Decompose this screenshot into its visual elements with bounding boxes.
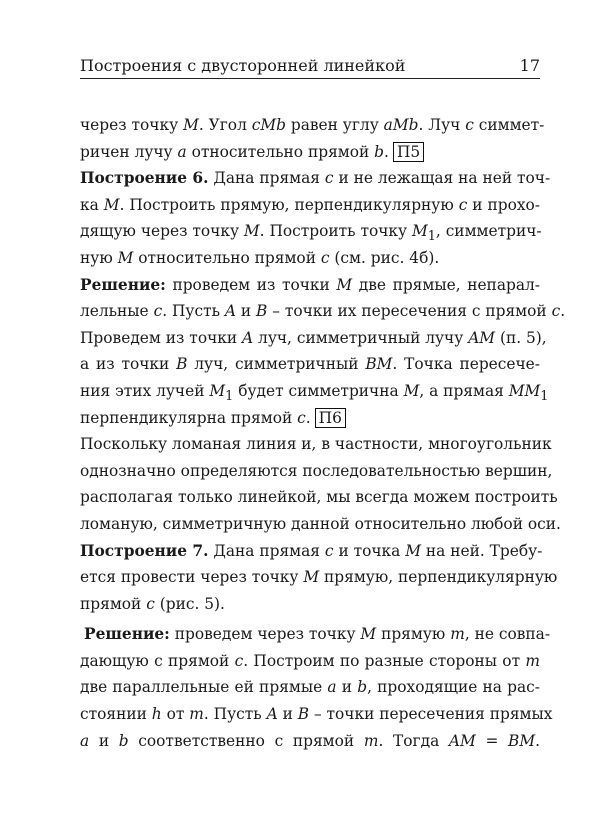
text-segment: ния этих лучей — [80, 381, 210, 400]
text-line — [80, 458, 553, 485]
math-symbol: AM — [448, 731, 476, 750]
text-segment: – точки их пересечения с прямой — [267, 302, 552, 321]
text-line — [80, 405, 540, 432]
math-symbol: cMb — [251, 116, 286, 134]
end-mark-box: П6 — [315, 408, 346, 428]
math-symbol: c — [153, 302, 163, 321]
text-segment: . Построить прямую, перпендикулярную — [119, 195, 459, 214]
text-segment: Поскольку ломаная линия и, в частности, многоугольник — [80, 435, 552, 454]
math-symbol: h — [151, 705, 162, 724]
math-symbol: b — [357, 678, 368, 697]
subscript: 1 — [427, 229, 436, 245]
bold-heading: Решение: — [84, 625, 170, 644]
text-segment: соответственно с прямой — [128, 731, 364, 750]
math-symbol: c — [234, 651, 244, 670]
math-symbol: aMb — [383, 116, 419, 134]
text-segment: (см. рис. 4б). — [329, 248, 440, 267]
text-segment: и — [235, 302, 257, 321]
text-segment: и — [336, 678, 358, 697]
math-symbol: M — [209, 381, 226, 400]
text-segment: . — [560, 302, 566, 321]
text-segment: дающую с прямой — [80, 651, 235, 670]
math-symbol: M — [336, 275, 353, 294]
math-symbol: c — [551, 302, 561, 321]
text-segment: , симметрич- — [435, 222, 542, 241]
math-symbol: a — [80, 731, 90, 750]
text-line — [80, 648, 540, 675]
text-segment: и прохо- — [467, 195, 541, 214]
text-segment: симмет- — [473, 116, 545, 134]
text-segment: Проведем из точки — [80, 328, 243, 347]
math-symbol: MM — [508, 381, 541, 400]
text-segment: . Построить точку — [259, 222, 412, 241]
text-segment: относительно прямой — [133, 248, 321, 267]
text-line — [80, 298, 566, 325]
text-segment: прямой — [80, 594, 147, 613]
math-symbol: m — [189, 705, 204, 724]
math-symbol: A — [242, 328, 254, 347]
text-segment: располагая только линейкой, мы всегда можем построить — [80, 488, 558, 507]
text-line — [80, 621, 551, 648]
text-segment: дящую через точку — [80, 222, 244, 241]
text-segment: Дана прямая — [208, 169, 325, 188]
math-symbol: M — [303, 568, 320, 587]
math-symbol: c — [297, 408, 306, 427]
math-symbol: m — [450, 625, 465, 644]
text-segment: . Тогда — [378, 731, 449, 750]
text-segment: (п. 5), — [495, 328, 547, 347]
math-symbol: M — [103, 195, 120, 214]
math-symbol: M — [403, 381, 420, 400]
math-symbol: M — [360, 625, 377, 644]
text-segment: . — [305, 408, 311, 427]
text-segment: и точка — [333, 541, 406, 560]
text-segment: ка — [80, 195, 104, 214]
text-segment: проведем из точки — [165, 275, 337, 294]
text-line — [80, 674, 540, 701]
text-segment: , а прямая — [419, 381, 509, 400]
text-segment: на ней. Требу- — [421, 541, 543, 560]
text-segment: и — [89, 731, 119, 750]
text-segment: однозначно определяются последовательностью вершин, — [80, 461, 553, 480]
math-symbol: BM — [365, 355, 393, 374]
text-segment: прямую — [376, 625, 451, 644]
text-line — [80, 728, 540, 755]
math-symbol: c — [324, 541, 334, 560]
text-line — [80, 511, 561, 538]
math-symbol: B — [176, 355, 188, 374]
text-segment: перпендикулярна прямой — [80, 408, 298, 427]
math-symbol: b — [118, 731, 129, 750]
math-symbol: c — [324, 169, 334, 188]
end-mark-box: П5 — [393, 142, 424, 162]
text-segment: а из точки — [80, 355, 177, 374]
text-segment: . Угол — [198, 116, 252, 134]
text-line — [80, 351, 540, 378]
text-line — [80, 701, 553, 728]
bold-heading: Построение 6. — [80, 169, 209, 188]
text-segment: будет симметрична — [233, 381, 404, 400]
page-number: 17 — [519, 56, 540, 75]
math-symbol: a — [327, 678, 337, 697]
text-segment: – точки пересечения прямых — [309, 705, 553, 724]
math-symbol: B — [256, 302, 268, 321]
text-line — [80, 139, 540, 166]
text-line — [80, 218, 540, 245]
math-symbol: M — [411, 222, 428, 241]
math-symbol: M — [243, 222, 260, 241]
math-symbol: AM — [468, 328, 496, 347]
math-symbol: M — [117, 248, 134, 267]
text-line — [80, 245, 540, 272]
text-segment: ется провести через точку — [80, 568, 304, 587]
text-segment: . — [535, 731, 540, 750]
subscript: 1 — [540, 389, 549, 405]
math-symbol: m — [363, 731, 379, 750]
math-symbol: b — [374, 142, 385, 161]
text-line — [80, 325, 547, 352]
text-segment: ную — [80, 248, 118, 267]
running-header — [80, 54, 540, 79]
text-line — [80, 112, 545, 139]
text-segment: . Пусть — [203, 705, 267, 724]
text-segment: равен углу — [285, 116, 384, 134]
bold-heading: Решение: — [80, 275, 166, 294]
text-line — [80, 431, 552, 458]
math-symbol: A — [224, 302, 236, 321]
bold-heading: Построение 7. — [80, 541, 209, 560]
text-segment: луч, симметричный — [187, 355, 366, 374]
text-segment: стоянии — [80, 705, 152, 724]
math-symbol: c — [320, 248, 330, 267]
text-segment: , проходящие на рас- — [367, 678, 541, 697]
math-symbol: BM — [508, 731, 536, 750]
text-segment: две параллельные ей прямые — [80, 678, 328, 697]
page-body — [80, 112, 566, 754]
text-segment: лельные — [80, 302, 154, 321]
text-segment: ричен лучу — [80, 142, 178, 161]
text-segment: проведем через точку — [169, 625, 361, 644]
text-segment: Дана прямая — [208, 541, 325, 560]
text-segment: луч, симметричный лучу — [253, 328, 469, 347]
math-symbol: m — [525, 651, 540, 670]
text-segment: ломаную, симметричную данной относительно любой оси. — [80, 514, 561, 533]
text-line — [80, 165, 551, 192]
math-symbol: M — [405, 541, 421, 560]
math-symbol: a — [177, 142, 187, 161]
text-segment: относительно прямой — [186, 142, 375, 161]
text-line — [80, 564, 558, 591]
text-segment: . Луч — [418, 116, 466, 134]
text-segment: . — [384, 142, 389, 161]
text-segment: (рис. 5). — [154, 594, 225, 613]
text-segment: прямую, перпендикулярную — [319, 568, 558, 587]
text-line — [80, 378, 549, 405]
math-symbol: c — [458, 195, 468, 214]
text-segment: и — [277, 705, 298, 724]
text-line — [80, 484, 558, 511]
text-segment: и не лежащая на ней точ- — [333, 169, 551, 188]
text-segment: . Пусть — [162, 302, 225, 321]
text-line — [80, 538, 543, 565]
subscript: 1 — [225, 389, 234, 405]
text-line — [80, 192, 540, 219]
text-segment: . Точка пересече- — [392, 355, 540, 374]
text-segment: = — [475, 731, 509, 750]
text-segment: от — [161, 705, 190, 724]
text-segment: две прямые, непарал- — [352, 275, 540, 294]
math-symbol: A — [266, 705, 278, 724]
text-line — [80, 272, 540, 299]
math-symbol: c — [146, 594, 155, 613]
chapter-title: Построения с двусторонней линейкой — [80, 56, 406, 75]
text-segment: . Построим по разные стороны от — [243, 651, 526, 670]
math-symbol: B — [297, 705, 310, 724]
text-line — [80, 591, 540, 618]
text-segment: через точку — [80, 116, 184, 134]
math-symbol: M — [183, 116, 199, 134]
math-symbol: c — [465, 116, 474, 134]
text-segment: , не совпа- — [464, 625, 551, 644]
